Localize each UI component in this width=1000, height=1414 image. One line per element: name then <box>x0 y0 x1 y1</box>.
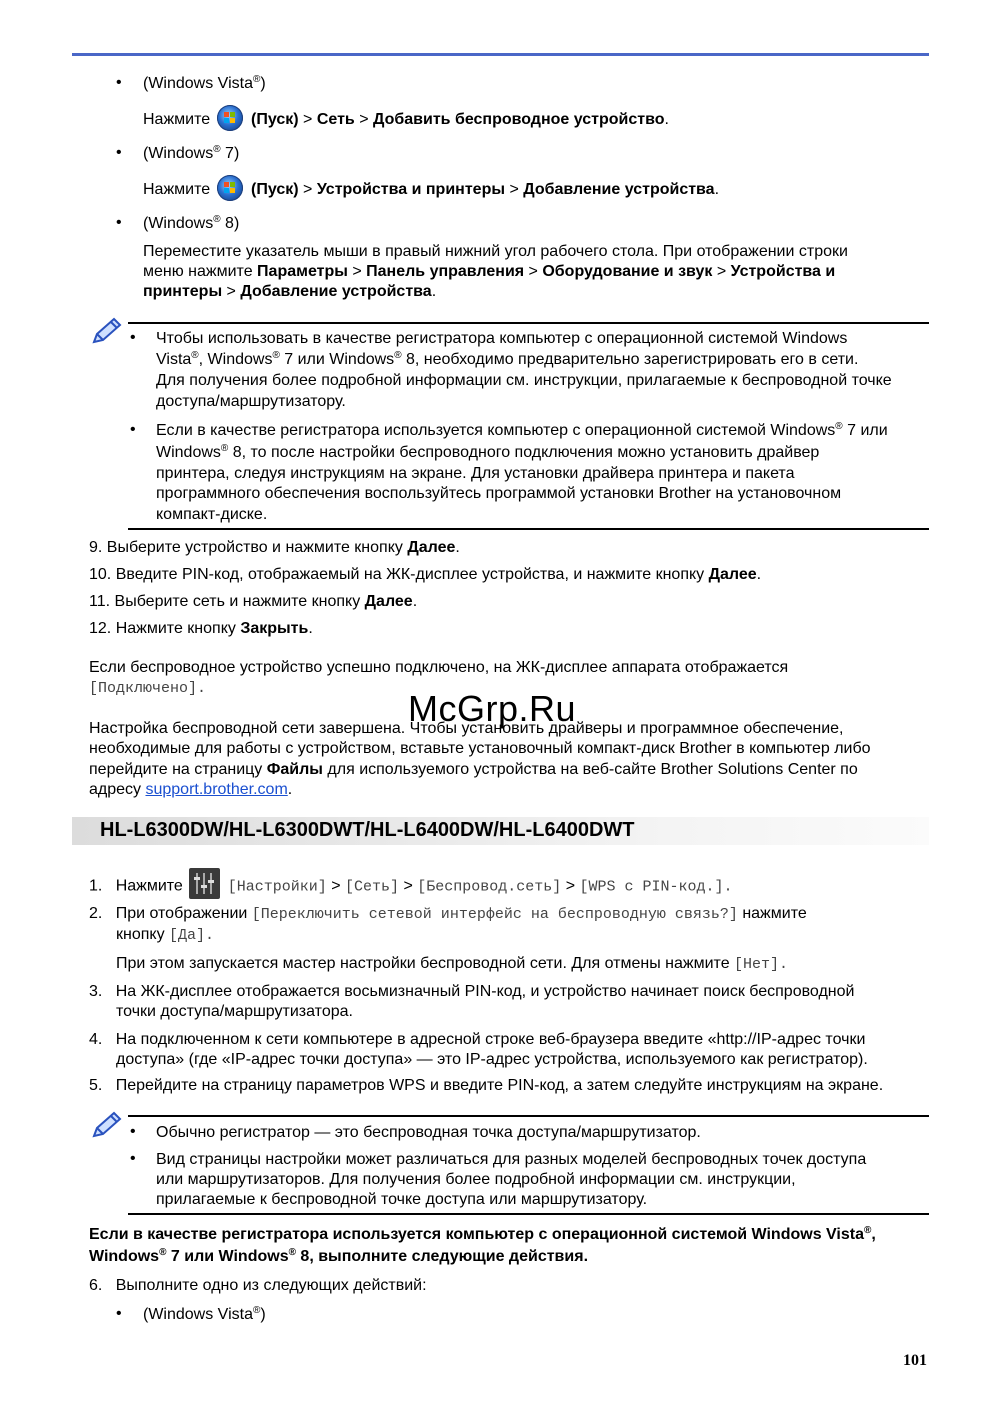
note-text: Обычно регистратор — это беспроводная точка доступа/маршрутизатор. <box>156 1124 701 1141</box>
step-5: 5. Перейдите на страницу параметров WPS и введите PIN-код, а затем следуйте инструкциям на экране. <box>89 1077 884 1094</box>
note-text: доступа/маршрутизатору. <box>156 393 346 410</box>
bold-heading: Windows® 7 или Windows® 8, выполните следующие действия. <box>89 1247 589 1265</box>
paragraph-mono: [Подключено]. <box>89 680 207 697</box>
step-2: 2. При отображении [Переключить сетевой интерфейс на беспроводную связь?] нажмите <box>89 905 807 923</box>
vista-heading: (Windows Vista®) <box>143 1305 266 1323</box>
section-title: HL-L6300DW/HL-L6300DWT/HL-L6400DW/HL-L6400DWT <box>100 819 635 841</box>
step-12: 12. Нажмите кнопку Закрыть. <box>89 620 313 637</box>
win8-heading: (Windows® 8) <box>143 214 240 232</box>
watermark: McGrp.Ru <box>408 688 577 729</box>
win8-line: принтеры > Добавление устройства. <box>143 283 437 300</box>
bold-heading: Если в качестве регистратора используется компьютер с операционной системой Windows Vista®, <box>89 1225 876 1243</box>
win8-line: Переместите указатель мыши в правый нижний угол рабочего стола. При отображении строки <box>143 243 848 260</box>
vista-instruction: Нажмите (Пуск) > Сеть > Добавить беспроводное устройство. <box>143 107 669 133</box>
bullet: • <box>130 421 136 438</box>
note-text: Vista®, Windows® 7 или Windows® 8, необходимо предварительно зарегистрировать его в сети. <box>156 350 859 368</box>
bullet: • <box>116 144 122 161</box>
note-text: прилагаемые к беспроводной точке доступа или маршрутизатору. <box>156 1191 648 1208</box>
note-text: или маршрутизаторов. Для получения более подробной информации см. инструкции, <box>156 1171 796 1188</box>
note-text: Windows® 8, то после настройки беспроводного подключения можно установить драйвер <box>156 443 820 461</box>
note-bottom-rule <box>128 1213 929 1215</box>
step-6: 6. Выполните одно из следующих действий: <box>89 1277 427 1294</box>
win7-heading: (Windows® 7) <box>143 144 240 162</box>
win8-line: меню нажмите Параметры > Панель управления > Оборудование и звук > Устройства и <box>143 263 836 280</box>
step-2-cont: кнопку [Да]. <box>116 926 215 944</box>
paragraph: Настройка беспроводной сети завершена. Чтобы установить драйверы и программное обеспечение, <box>89 720 844 737</box>
note-pencil-icon <box>90 316 124 346</box>
note-text: Если в качестве регистратора используется компьютер с операционной системой Windows® 7 или <box>156 421 888 439</box>
step-3: 3. На ЖК-дисплее отображается восьмизначный PIN-код, и устройство начинает поиск беспроводной <box>89 983 855 1000</box>
settings-icon <box>189 868 220 899</box>
note-pencil-icon <box>90 1110 124 1140</box>
bullet: • <box>130 1123 136 1140</box>
note-top-rule <box>128 322 929 324</box>
win7-instruction: Нажмите (Пуск) > Устройства и принтеры > Добавление устройства. <box>143 177 719 203</box>
note-text: принтера, следуя инструкциям на экране. Для установки драйвера принтера и пакета <box>156 465 795 482</box>
note-text: Вид страницы настройки может различаться для разных моделей беспроводных точек доступа <box>156 1151 867 1168</box>
note-text: Для получения более подробной информации см. инструкции, прилагаемые к беспроводной точке <box>156 372 892 389</box>
step-3-cont: точки доступа/маршрутизатора. <box>116 1003 353 1020</box>
paragraph: Если беспроводное устройство успешно подключено, на ЖК-дисплее аппарата отображается <box>89 659 789 676</box>
section-header <box>72 817 929 845</box>
bullet: • <box>130 329 136 346</box>
header-rule <box>72 53 929 56</box>
note-top-rule <box>128 1115 929 1117</box>
bullet: • <box>116 74 122 91</box>
windows-start-icon <box>217 175 243 201</box>
note-text: компакт-диске. <box>156 506 268 523</box>
step-9: 9. Выберите устройство и нажмите кнопку Далее. <box>89 539 460 556</box>
page-number: 101 <box>903 1352 927 1369</box>
windows-start-icon <box>217 105 243 131</box>
note-bottom-rule <box>128 528 929 530</box>
bullet: • <box>116 1305 122 1322</box>
step-1: 1. Нажмите [Настройки] > [Сеть] > [Беспровод.сеть] > [WPS с PIN-код.]. <box>89 871 733 902</box>
step-11: 11. Выберите сеть и нажмите кнопку Далее. <box>89 593 418 610</box>
vista-heading: (Windows Vista®) <box>143 74 266 92</box>
paragraph: необходимые для работы с устройством, вставьте установочный компакт-диск Brother в компьютер либо <box>89 740 871 757</box>
paragraph: адресу support.brother.com. <box>89 781 293 798</box>
step-10: 10. Введите PIN-код, отображаемый на ЖК-дисплее устройства, и нажмите кнопку Далее. <box>89 566 762 583</box>
note-text: программного обеспечения воспользуйтесь программой установки Brother на установочном <box>156 485 842 502</box>
paragraph: перейдите на страницу Файлы для используемого устройства на веб-сайте Brother Solutions Center по <box>89 761 858 778</box>
note-text: Чтобы использовать в качестве регистратора компьютер с операционной системой Windows <box>156 330 848 347</box>
bullet: • <box>116 214 122 231</box>
step-2-cont: При этом запускается мастер настройки беспроводной сети. Для отмены нажмите [Нет]. <box>116 955 789 973</box>
bullet: • <box>130 1150 136 1167</box>
step-4: 4. На подключенном к сети компьютере в адресной строке веб-браузера введите «http://IP-адрес точки <box>89 1031 866 1048</box>
support-link[interactable]: support.brother.com <box>145 781 288 798</box>
step-4-cont: доступа» (где «IP-адрес точки доступа» — это IP-адрес устройства, используемого как регистратор). <box>116 1051 868 1068</box>
